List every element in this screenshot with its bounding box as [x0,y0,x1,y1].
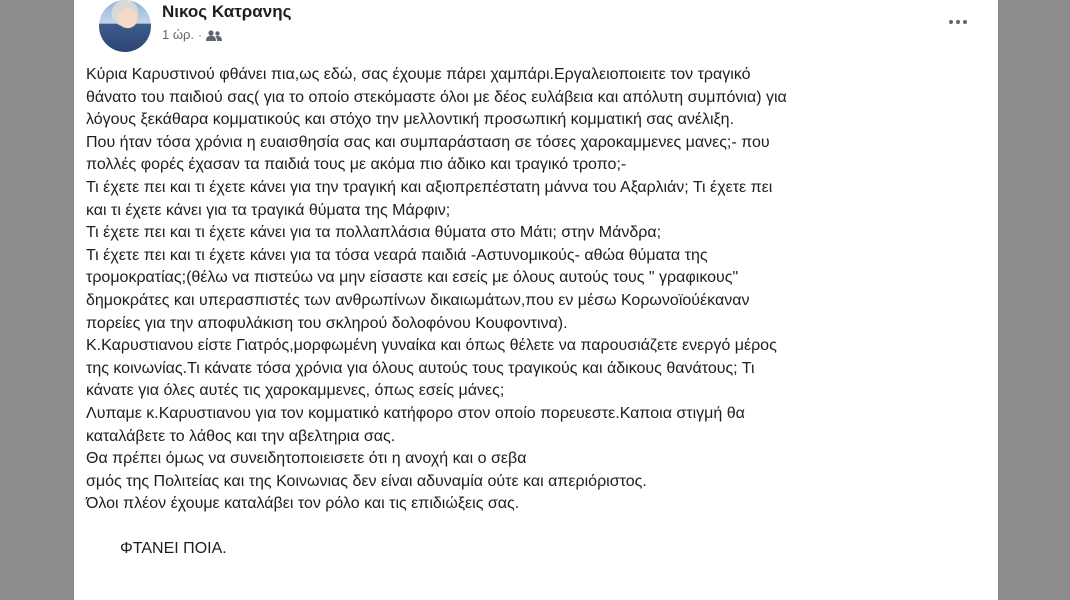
author-avatar[interactable] [99,0,151,52]
post-text-line: Κύρια Καρυστινού φθάνει πια,ως εδώ, σας έχουμε πάρει χαμπάρι.Εργαλειοποιειτε τον τραγικό [86,66,751,83]
ellipsis-icon [949,20,953,24]
post-text-line: θάνατο του παιδιού σας( για το οποίο στεκόμαστε όλοι με δέος ευλάβεια και απόλυτη συμπόνια) για [86,88,787,106]
post-text-line: πολλές φορές έχασαν τα παιδιά τους με ακόμα πιο άδικο και τραγικό τροπο;- [86,156,627,174]
meta-separator: · [198,27,202,42]
post-text-line: σμός της Πολιτείας και της Κοινωνιας δεν είναι αδυναμία ούτε και απεριόριστος. [86,472,647,490]
post-text-line: Τι έχετε πει και τι έχετε κάνει για την τραγική και αξιοπρεπέστατη μάννα του Αξαρλιάν; Τι έχετε πει [86,178,773,196]
post-header [86,0,986,56]
post-text-closing-line: ΦΤΑΝΕΙ ΠΟΙΑ. [120,540,227,558]
post-text-line: και τι έχετε κάνει για τα τραγικά θύματα της Μάρφιν; [86,201,451,219]
ellipsis-dot [963,20,967,24]
post-text-line: πορείες για την αποφυλάκιση του σκληρού δολοφόνου Κουφοντινα). [86,314,568,332]
post-card [74,0,998,600]
post-text-line: Λυπαμε κ.Καρυστιανου για τον κομματικό κατήφορο στον οποίο πορευεστε.Καποια στιγμή θα [86,404,745,422]
right-gray-margin [998,0,1070,600]
post-meta [162,27,222,42]
post-text-line: Που ήταν τόσα χρόνια η ευαισθησία σας και συμπαράσταση σε τόσες χαροκαμμενες μανες;- που [86,133,770,151]
post-time[interactable]: 1 ώρ. [162,27,194,42]
post-text-line: Κ.Καρυστιανου είστε Γιατρός,μορφωμένη γυναίκα και όπως θέλετε να παρουσιάζετε ενεργό μέρος [86,337,777,355]
post-text-line: τρομοκρατίας;(θέλω να πιστεύω να μην είσαστε και εσείς με όλους αυτούς τους " γραφικους" [86,269,739,287]
ellipsis-dot [956,20,960,24]
post-text-line: Όλοι πλέον έχουμε καταλάβει τον ρόλο και τις επιδιώξεις σας. [86,495,520,513]
left-gray-margin [0,0,74,600]
post-text-line: δημοκράτες και υπερασπιστές των ανθρωπίνων δικαιωμάτων,που εν μέσω Κορωνοϊούέκαναν [86,291,750,309]
post-text-line [86,516,986,539]
post-text-line: Θα πρέπει όμως να συνειδητοποιεισετε ότι η ανοχή και ο σεβα [86,450,527,468]
post-text-line: Τι έχετε πει και τι έχετε κάνει για τα τόσα νεαρά παιδιά -Αστυνομικούς- αθώα θύματα της [86,246,708,264]
post-text [86,64,986,561]
friends-icon[interactable] [206,30,222,42]
post-text-line: λόγους ξεκάθαρα κομματικούς και στόχο την μελλοντική προσωπική κομματική σας ανέλιξη. [86,111,735,129]
post-text-line: καταλάβετε το λάθος και την αβελτηρια σας. [86,427,396,445]
post-text-line: κάνατε για όλες αυτές τις χαροκαμμενες, όπως εσείς μάνες; [86,382,505,400]
post-text-line: της κοινωνίας.Τι κάνατε τόσα χρόνια για όλους αυτούς τους τραγικούς και άδικους θανάτους; Τι [86,359,755,377]
more-options-button[interactable] [944,12,972,32]
author-name[interactable]: Νικος Κατρανης [162,2,292,21]
post-text-line: Τι έχετε πει και τι έχετε κάνει για τα πολλαπλάσια θύματα στο Μάτι; στην Μάνδρα; [86,224,662,242]
